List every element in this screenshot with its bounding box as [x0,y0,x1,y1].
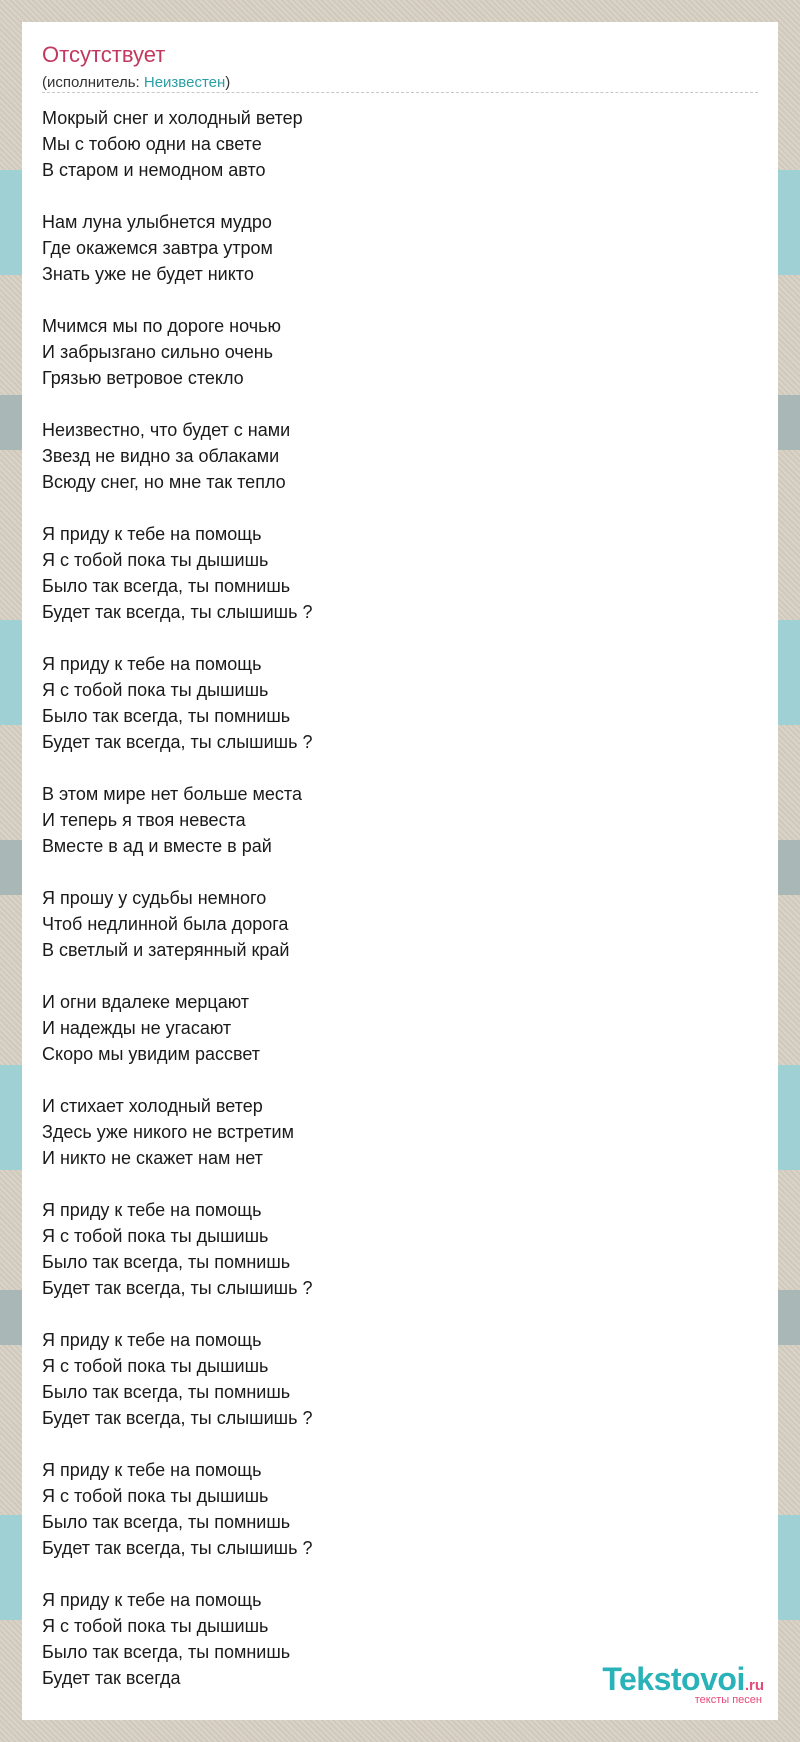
lyrics-line: Было так всегда, ты помнишь [42,1252,291,1272]
lyrics-line: Я приду к тебе на помощь [42,1200,262,1220]
lyrics-line: И надежды не угасают [42,1018,232,1038]
lyrics-line: Я приду к тебе на помощь [42,1590,262,1610]
lyrics-line: Я приду к тебе на помощь [42,524,262,544]
lyrics-card [22,22,778,1720]
lyrics-line: Будет так всегда, ты слышишь ? [42,732,313,752]
lyrics-line: Неизвестно, что будет с нами [42,420,291,440]
lyrics-line: Будет так всегда, ты слышишь ? [42,602,313,622]
lyrics-line: Я прошу у судьбы немного [42,888,267,908]
lyrics-line: Будет так всегда [42,1668,181,1688]
lyrics-line: Мокрый снег и холодный ветер [42,108,303,128]
lyrics-line: Всюду снег, но мне так тепло [42,472,286,492]
lyrics-text [42,105,742,1717]
lyrics-line: Будет так всегда, ты слышишь ? [42,1408,313,1428]
lyrics-line: И теперь я твоя невеста [42,810,246,830]
performer-suffix: ) [225,74,231,91]
lyrics-stanza [42,1457,742,1561]
lyrics-line: Нам луна улыбнется мудро [42,212,272,232]
lyrics-line: Звезд не видно за облаками [42,446,280,466]
lyrics-line: Я приду к тебе на помощь [42,1460,262,1480]
lyrics-stanza [42,417,742,495]
lyrics-line: Где окажемся завтра утром [42,238,273,258]
lyrics-stanza [42,521,742,625]
lyrics-line: Я приду к тебе на помощь [42,1330,262,1350]
lyrics-line: Я с тобой пока ты дышишь [42,1356,269,1376]
lyrics-line: Было так всегда, ты помнишь [42,1382,291,1402]
title-divider [42,92,758,93]
lyrics-line: Я с тобой пока ты дышишь [42,680,269,700]
logo-tld: .ru [744,1677,764,1694]
lyrics-line: Чтоб недлинной была дорога [42,914,289,934]
song-title: Отсутствует [42,42,166,67]
lyrics-line: Будет так всегда, ты слышишь ? [42,1278,313,1298]
lyrics-line: Было так всегда, ты помнишь [42,706,291,726]
lyrics-line: Будет так всегда, ты слышишь ? [42,1538,313,1558]
lyrics-line: Мы с тобою одни на свете [42,134,262,154]
lyrics-line: И стихает холодный ветер [42,1096,263,1116]
lyrics-line: В старом и немодном авто [42,160,266,180]
lyrics-stanza [42,651,742,755]
performer-prefix: (исполнитель: [42,74,144,91]
lyrics-line: Я с тобой пока ты дышишь [42,550,269,570]
artist-link[interactable]: Неизвестен [143,74,226,91]
lyrics-line: И забрызгано сильно очень [42,342,274,362]
lyrics-line: Скоро мы увидим рассвет [42,1044,261,1064]
lyrics-stanza [42,313,742,391]
lyrics-line: Я с тобой пока ты дышишь [42,1486,269,1506]
lyrics-stanza [42,1197,742,1301]
lyrics-stanza [42,1327,742,1431]
lyrics-stanza [42,781,742,859]
lyrics-stanza [42,209,742,287]
lyrics-line: Я с тобой пока ты дышишь [42,1226,269,1246]
lyrics-line: Знать уже не будет никто [42,264,254,284]
logo-tagline: тексты песен [694,1694,762,1706]
performer-line [42,74,230,91]
lyrics-line: Было так всегда, ты помнишь [42,1512,291,1532]
lyrics-line: Было так всегда, ты помнишь [42,1642,291,1662]
lyrics-line: Вместе в ад и вместе в рай [42,836,272,856]
lyrics-stanza [42,105,742,183]
lyrics-stanza [42,1093,742,1171]
lyrics-line: И огни вдалеке мерцают [42,992,250,1012]
lyrics-stanza [42,989,742,1067]
lyrics-line: Мчимся мы по дороге ночью [42,316,281,336]
lyrics-line: И никто не скажет нам нет [42,1148,263,1168]
lyrics-line: Я с тобой пока ты дышишь [42,1616,269,1636]
lyrics-line: В этом мире нет больше места [42,784,302,804]
lyrics-stanza [42,885,742,963]
lyrics-line: Грязью ветровое стекло [42,368,244,388]
lyrics-line: В светлый и затерянный край [42,940,290,960]
logo-main: Tekstovoi [602,1661,745,1697]
lyrics-line: Я приду к тебе на помощь [42,654,262,674]
site-logo[interactable] [602,1661,764,1706]
lyrics-line: Здесь уже никого не встретим [42,1122,294,1142]
lyrics-line: Было так всегда, ты помнишь [42,576,291,596]
